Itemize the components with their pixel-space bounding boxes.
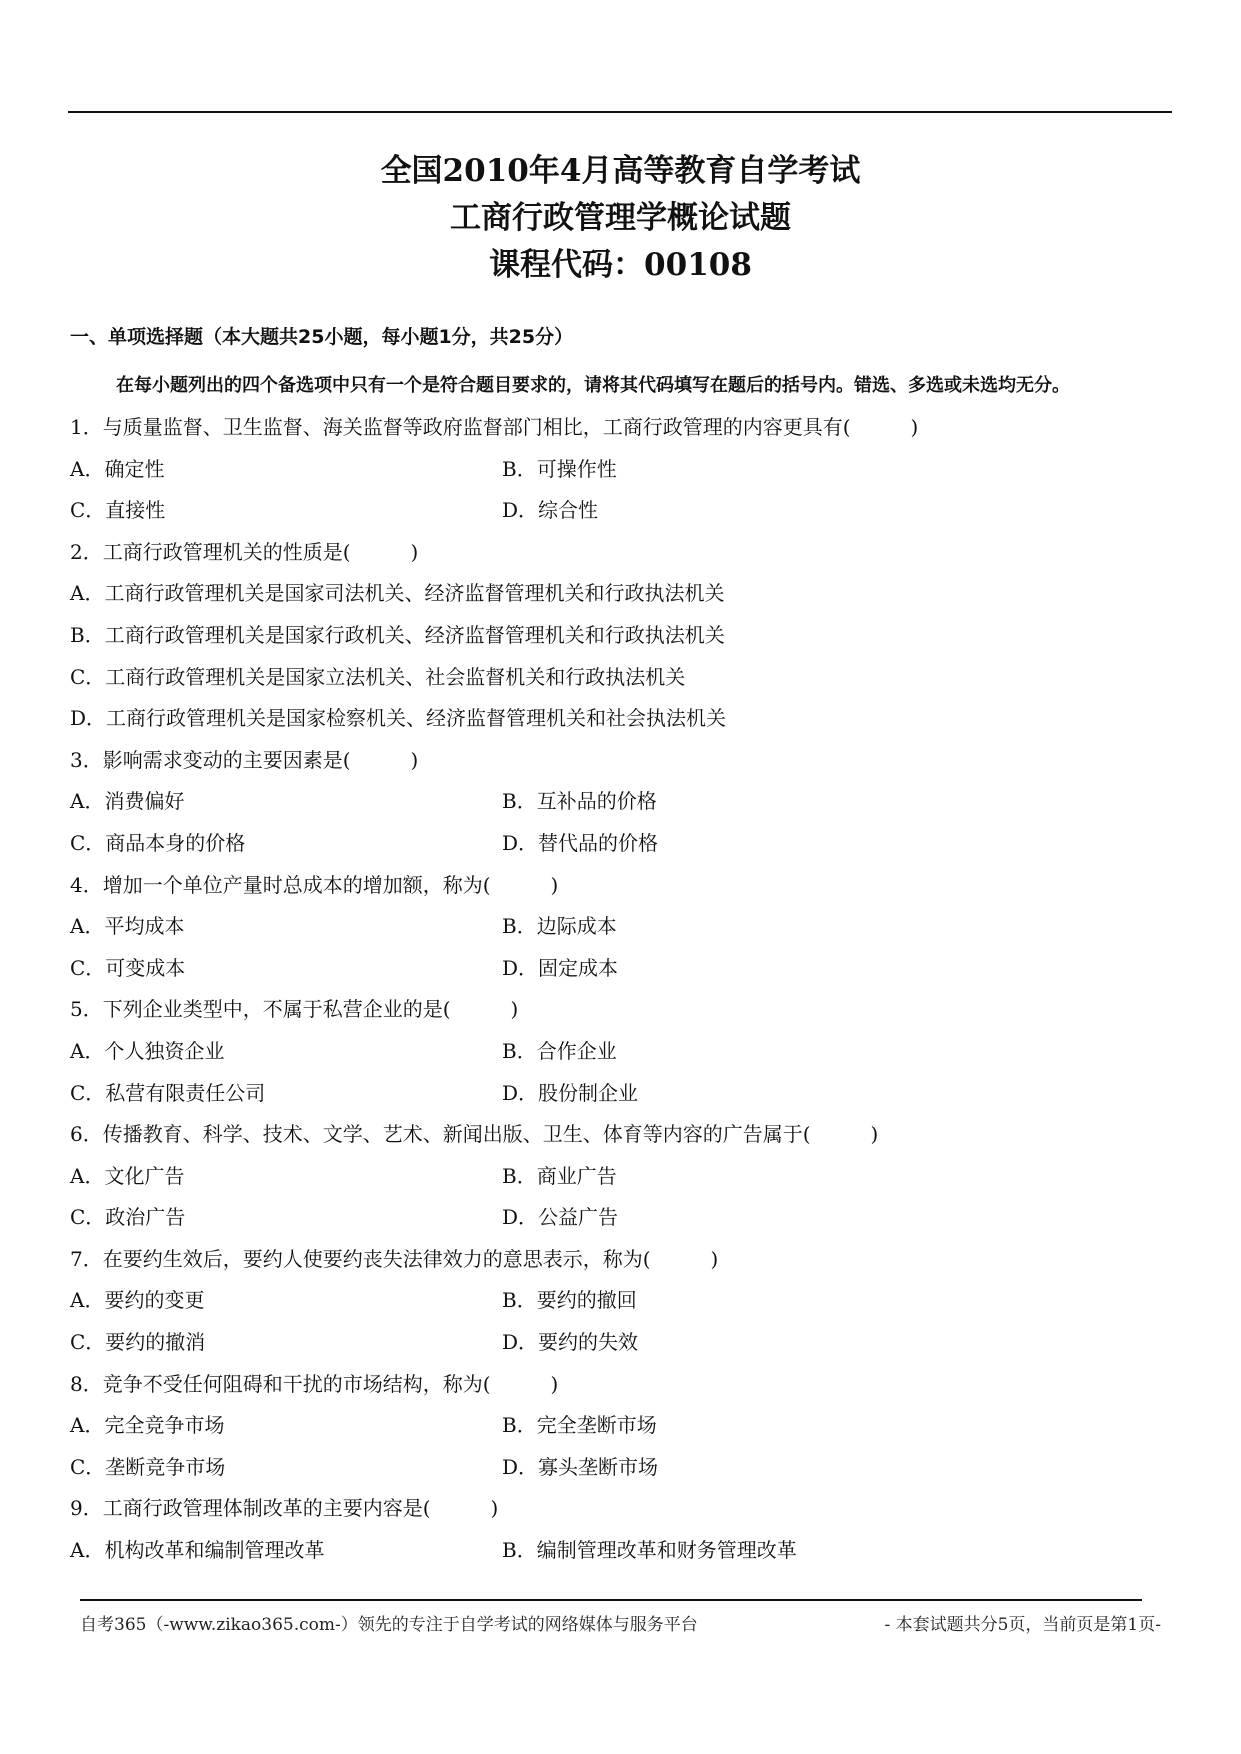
option: D．替代品的价格 — [502, 830, 659, 855]
option: B．要约的撤回 — [502, 1288, 637, 1313]
question-stem: 4．增加一个单位产量时总成本的增加额，称为( ) — [70, 872, 559, 897]
question-stem: 9．工商行政管理体制改革的主要内容是( ) — [70, 1496, 499, 1521]
option: C．直接性 — [70, 498, 166, 523]
footer-site-text: 自考365（-www.zikao365.com-）领先的专注于自学考试的网络媒体与服务平台 — [80, 1615, 698, 1635]
option-row — [70, 449, 1175, 491]
option: A．要约的变更 — [70, 1288, 205, 1313]
option: C．要约的撤消 — [70, 1330, 206, 1355]
option: D．寡头垄断市场 — [502, 1454, 659, 1479]
option-row — [70, 1322, 1175, 1364]
option: C．垄断竞争市场 — [70, 1454, 226, 1479]
top-rule — [68, 111, 1172, 113]
option: B．互补品的价格 — [502, 789, 657, 814]
option-row — [70, 1031, 1175, 1073]
option: B．完全垄断市场 — [502, 1413, 657, 1438]
option: D．综合性 — [502, 498, 599, 523]
option-row — [70, 823, 1175, 865]
option: A．消费偏好 — [70, 789, 185, 814]
title-line-3: 课程代码：00108 — [489, 247, 752, 283]
exam-content — [70, 323, 1175, 1572]
option: D．要约的失效 — [502, 1330, 639, 1355]
question-stem: 8．竞争不受任何阻碍和干扰的市场结构，称为( ) — [70, 1371, 559, 1396]
option: C．工商行政管理机关是国家立法机关、社会监督机关和行政执法机关 — [70, 664, 686, 689]
question-stem: 7．在要约生效后，要约人使要约丧失法律效力的意思表示，称为( ) — [70, 1246, 719, 1271]
option: B．边际成本 — [502, 914, 617, 939]
option: B．可操作性 — [502, 456, 617, 481]
footer-page-info: - 本套试题共分5页，当前页是第1页- — [884, 1615, 1161, 1635]
option: A．完全竞争市场 — [70, 1413, 225, 1438]
question-stem: 6．传播教育、科学、技术、文学、艺术、新闻出版、卫生、体育等内容的广告属于( ) — [70, 1122, 879, 1147]
option: B．合作企业 — [502, 1038, 617, 1063]
question-stem: 5．下列企业类型中，不属于私营企业的是( ) — [70, 997, 519, 1022]
title-line-2: 工商行政管理学概论试题 — [450, 200, 791, 236]
footer-rule — [80, 1599, 1142, 1601]
option-row — [70, 1530, 1175, 1572]
option-row — [70, 1447, 1175, 1489]
option-row — [70, 1280, 1175, 1322]
section-instruction: 在每小题列出的四个备选项中只有一个是符合题目要求的，请将其代码填写在题后的括号内。错选、多选或未选均无分。 — [116, 375, 1070, 396]
option-row — [70, 948, 1175, 990]
option: A．平均成本 — [70, 914, 185, 939]
option: A．确定性 — [70, 456, 165, 481]
exam-title — [0, 148, 1241, 289]
option: A．文化广告 — [70, 1163, 185, 1188]
section-heading: 一、单项选择题（本大题共25小题，每小题1分，共25分） — [70, 326, 574, 348]
option-row — [70, 1197, 1175, 1239]
option: A．个人独资企业 — [70, 1038, 225, 1063]
option-row — [70, 1156, 1175, 1198]
option-row — [70, 1405, 1175, 1447]
option: B．编制管理改革和财务管理改革 — [502, 1538, 797, 1563]
option: B．商业广告 — [502, 1163, 617, 1188]
option: B．工商行政管理机关是国家行政机关、经济监督管理机关和行政执法机关 — [70, 622, 725, 647]
option: C．商品本身的价格 — [70, 830, 246, 855]
question-stem: 1．与质量监督、卫生监督、海关监督等政府监督部门相比，工商行政管理的内容更具有( ) — [70, 415, 919, 439]
question-stem: 2．工商行政管理机关的性质是( ) — [70, 539, 419, 564]
question-stem: 3．影响需求变动的主要因素是( ) — [70, 747, 419, 772]
option: D．工商行政管理机关是国家检察机关、经济监督管理机关和社会执法机关 — [70, 706, 727, 731]
option: C．政治广告 — [70, 1205, 186, 1230]
option: D．股份制企业 — [502, 1080, 639, 1105]
option: A．机构改革和编制管理改革 — [70, 1538, 325, 1563]
option-row — [70, 781, 1175, 823]
title-line-1: 全国2010年4月高等教育自学考试 — [380, 153, 861, 189]
option-row — [70, 1073, 1175, 1115]
option-row — [70, 906, 1175, 948]
option: D．公益广告 — [502, 1205, 619, 1230]
option: C．可变成本 — [70, 955, 186, 980]
option: A．工商行政管理机关是国家司法机关、经济监督管理机关和行政执法机关 — [70, 581, 725, 606]
option: D．固定成本 — [502, 955, 619, 980]
option-row — [70, 490, 1175, 532]
option: C．私营有限责任公司 — [70, 1080, 266, 1105]
